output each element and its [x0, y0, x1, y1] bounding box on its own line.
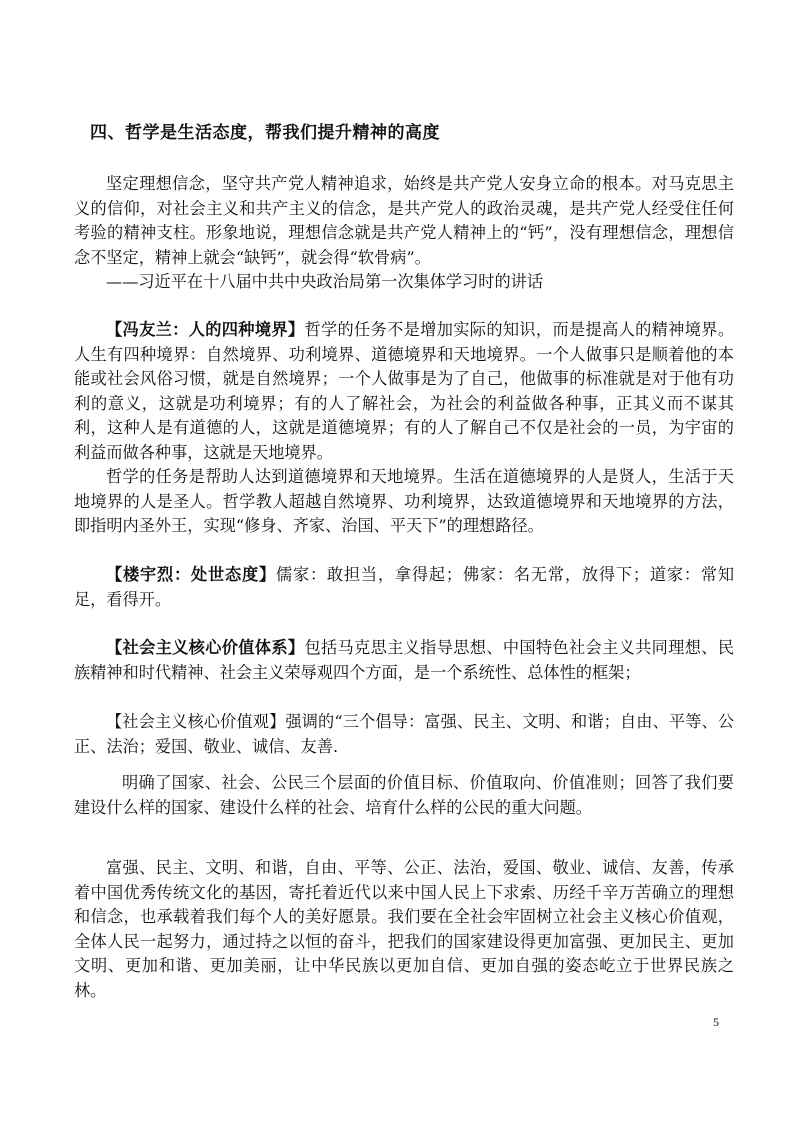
feng-text: 哲学的任务不是增加实际的知识，而是提高人的精神境界。人生有四种境界：自然境界、功利境界、道德境界和天地境界。一个人做事只是顺着他的本能或社会风俗习惯，就是自然境界；一个人做事是为了自己，他做事的标准就是对于他有功利的意义，这就是功利境界；有的人了解社会，为社会的利益做各种事，正其义而不谋其利，这种人是有道德的人，这就是道德境界；有的人了解自己不仅是社会的一员，为宇宙的利益而做各种事，这就是天地境界。 — [74, 320, 735, 462]
quote-source: ——习近平在十八届中共中央政治局第一次集体学习时的讲话 — [106, 272, 544, 291]
values-paragraph-2: 明确了国家、社会、公民三个层面的价值目标、价值取向、价值准则；回答了我们要建设什么样的国家、建设什么样的社会、培育什么样的公民的重大问题。 — [74, 773, 734, 817]
system-label: 【社会主义核心价值体系】 — [106, 638, 305, 657]
values-paragraph — [74, 710, 734, 759]
feng-paragraph-2: 哲学的任务是帮助人达到道德境界和天地境界。生活在道德境界的人是贤人，生活于天地境界的人是圣人。哲学教人超越自然境界、功利境界，达致道德境界和天地境界的方法，即指明内圣外王，实现“修身、齐家、治国、平天下”的理想路径。 — [74, 467, 734, 535]
lou-label: 【楼宇烈：处世态度】 — [106, 565, 276, 584]
feng-paragraph — [74, 318, 734, 465]
section-heading: 四、哲学是生活态度，帮我们提升精神的高度 — [90, 123, 440, 143]
quote-body: 坚定理想信念，坚守共产党人精神追求，始终是共产党人安身立命的根本。对马克思主义的信仰，对社会主义和共产主义的信念，是共产党人的政治灵魂，是共产党人经受住任何考验的精神支柱。形象地说，理想信念就是共产党人精神上的“钙”，没有理想信念，理想信念不坚定，精神上就会“缺钙”，就会得“软骨病”。 — [74, 174, 734, 267]
closing-paragraph: 富强、民主、文明、和谐，自由、平等、公正、法治，爱国、敬业、诚信、友善，传承着中国优秀传统文化的基因，寄托着近代以来中国人民上下求索、历经千辛万苦确立的理想和信念，也承载着我们每个人的美好愿景。我们要在全社会牢固树立社会主义核心价值观，全体人民一起努力，通过持之以恒的奋斗，把我们的国家建设得更加富强、更加民主、更加文明、更加和谐、更加美丽，让中华民族以更加自信、更加自强的姿态屹立于世界民族之林。 — [74, 858, 734, 1000]
values-label: 【社会主义核心价值观】 — [106, 712, 286, 731]
page-number: 5 — [713, 1015, 719, 1029]
lou-paragraph — [74, 563, 734, 612]
lou-text: 儒家：敢担当，拿得起；佛家：名无常，放得下；道家：常知足，看得开。 — [74, 565, 735, 609]
system-paragraph — [74, 636, 734, 685]
system-text: 包括马克思主义指导思想、中国特色社会主义共同理想、民族精神和时代精神、社会主义荣辱观四个方面，是一个系统性、总体性的框架； — [74, 638, 735, 682]
feng-label: 【冯友兰：人的四种境界】 — [106, 320, 305, 339]
quote-paragraph — [74, 172, 734, 270]
values-text: 强调的“三个倡导：富强、民主、文明、和谐；自由、平等、公正、法治；爱国、敬业、诚信、友善. — [74, 712, 735, 756]
